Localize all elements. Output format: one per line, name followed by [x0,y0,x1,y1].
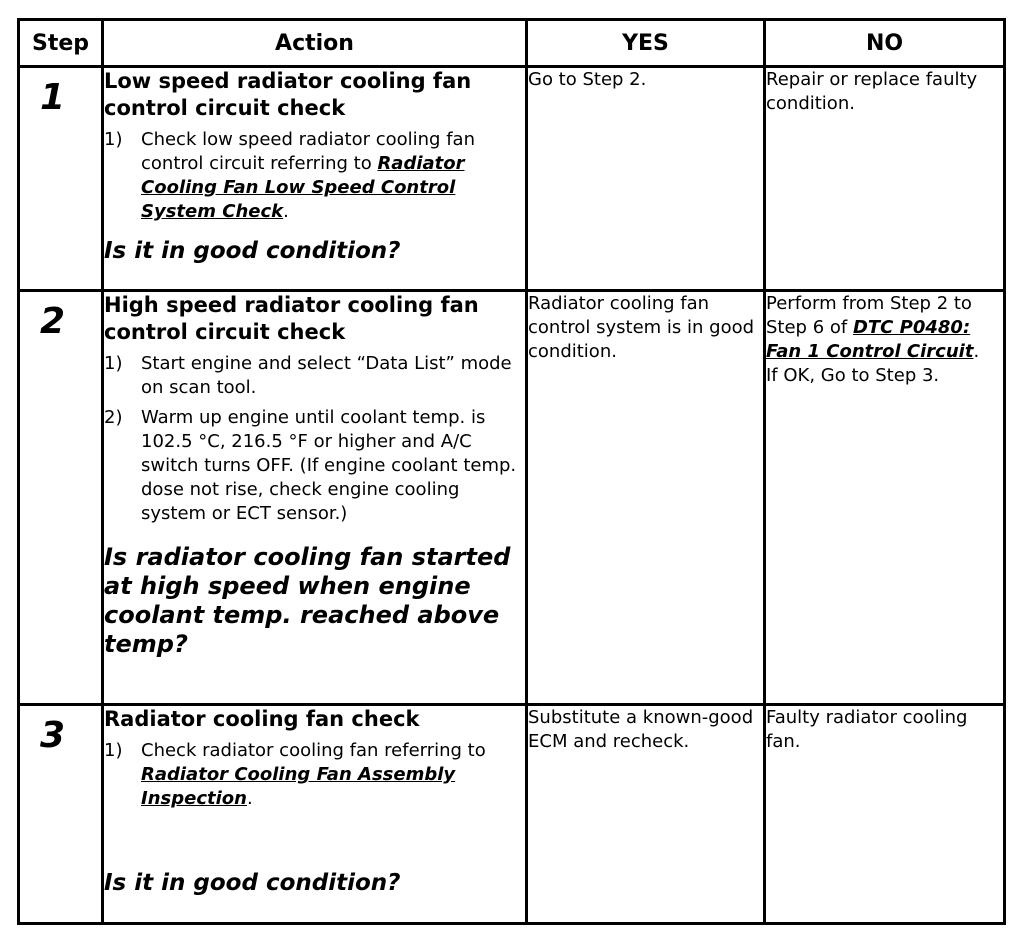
header-yes: YES [527,20,765,67]
action-steps [104,128,525,224]
yes-cell [527,705,765,924]
question-text: Is radiator cooling fan started at high speed when engine coolant temp. reached above temp? [104,543,511,658]
no-text-line2: If OK, Go to Step 3. [766,365,940,386]
header-no: NO [765,20,1005,67]
list-item-text: Warm up engine until coolant temp. is 102.5 °C, 216.5 °F or higher and A/C switch turns OFF. (If engine coolant temp. dose not rise, check engine cooling system or ECT sensor.) [141,407,517,524]
list-item [104,352,525,400]
yes-cell [527,291,765,705]
action-cell [103,291,527,705]
list-item [104,739,525,811]
step-cell [19,705,103,924]
step-cell [19,291,103,705]
reference-link[interactable]: Radiator Cooling Fan Assembly Inspection [141,764,456,809]
list-item-text-end: . [246,788,253,809]
header-action: Action [103,20,527,67]
list-item-number: 1) [104,353,123,374]
no-cell [765,67,1005,291]
action-cell [103,705,527,924]
action-steps [104,352,525,526]
yes-text: Go to Step 2. [528,69,647,90]
action-title: Low speed radiator cooling fan control circuit check [104,69,472,120]
question-text: Is it in good condition? [104,870,401,896]
table-row [19,67,1005,291]
list-item [104,406,525,526]
diagnostic-procedure-table [17,18,1006,925]
step-number: 3 [40,715,66,756]
action-steps [104,739,525,811]
no-cell [765,291,1005,705]
reference-link[interactable]: Radiator Cooling Fan Low Speed Control System Check [141,153,465,222]
table-row [19,705,1005,924]
yes-text: Substitute a known-good ECM and recheck. [528,707,754,752]
reference-link[interactable]: DTC P0480: Fan 1 Control Circuit [766,317,974,362]
question-text: Is it in good condition? [104,238,401,264]
list-item [104,128,525,224]
header-step: Step [19,20,103,67]
list-item-text-end: . [283,201,289,222]
list-item-number: 1) [104,740,123,761]
table-row [19,291,1005,705]
no-cell [765,705,1005,924]
list-item-number: 1) [104,129,123,150]
step-cell [19,67,103,291]
action-title: Radiator cooling fan check [104,707,420,731]
list-item-text: Check radiator cooling fan referring to [141,740,486,761]
yes-cell [527,67,765,291]
step-number: 1 [40,77,66,118]
list-item-text: Check low speed radiator cooling fan control circuit referring to [141,129,475,174]
header-row [19,20,1005,67]
no-text: Perform from Step 2 to Step 6 of [766,293,972,338]
list-item-text: Start engine and select “Data List” mode on scan tool. [141,353,512,398]
step-number: 2 [40,301,66,342]
yes-text: Radiator cooling fan control system is in good condition. [528,293,755,362]
no-text: Repair or replace faulty condition. [766,69,978,114]
action-title: High speed radiator cooling fan control circuit check [104,293,479,344]
list-item-number: 2) [104,407,123,428]
no-text-end: . [973,341,980,362]
no-text: Faulty radiator cooling fan. [766,707,968,752]
action-cell [103,67,527,291]
